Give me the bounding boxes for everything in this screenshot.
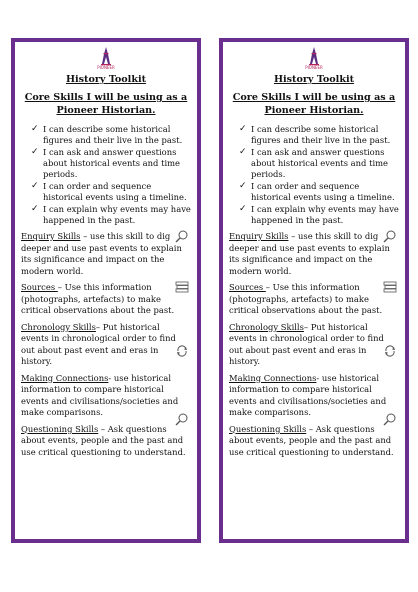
magnifier-icon: [175, 229, 189, 243]
checklist-item: ✓ I can ask and answer questions about historical events and time periods.: [31, 147, 181, 179]
checklist-item: ✓ I can describe some historical figures and their live in the past.: [31, 124, 183, 145]
books-icon: [383, 280, 397, 294]
section-enquiry-skills: Enquiry Skills – use this skill to dig deeper and use past events to explain its significance and impact on the modern world.: [229, 231, 399, 277]
skills-checklist: [21, 124, 191, 226]
section-questioning-skills: Questioning Skills – Ask questions about events, people and the past and use critical questioning to understand.: [229, 424, 399, 459]
toolkit-title: History Toolkit: [65, 74, 147, 85]
check-icon: ✓: [31, 181, 39, 191]
check-icon: ✓: [239, 204, 247, 214]
logo-caption: PIONEER: [305, 65, 323, 70]
logo-caption: PIONEER: [97, 65, 115, 70]
check-icon: ✓: [239, 147, 247, 157]
question-magnifier-icon: [175, 412, 189, 426]
section-making-connections: Making Connections- use historical information to compare historical events and civilisations/societies and make comparisons.: [21, 372, 179, 417]
question-magnifier-icon: [383, 412, 397, 426]
check-icon: ✓: [31, 124, 39, 134]
check-icon: ✓: [239, 124, 247, 134]
toolkit-subtitle: Core Skills I will be using as a Pioneer Historian.: [24, 92, 188, 116]
section-making-connections: Making Connections- use historical information to compare historical events and civilisations/societies and make comparisons.: [229, 372, 387, 417]
cycle-arrows-icon: [383, 344, 397, 358]
section-sources: Sources – Use this information (photographs, artefacts) to make critical observations about the past.: [21, 282, 191, 317]
section-enquiry-skills: Enquiry Skills – use this skill to dig deeper and use past events to explain its significance and impact on the modern world.: [21, 231, 191, 277]
checklist-item: ✓ I can ask and answer questions about historical events and time periods.: [239, 147, 389, 179]
magnifier-icon: [383, 229, 397, 243]
section-sources: Sources – Use this information (photographs, artefacts) to make critical observations about the past.: [229, 282, 399, 317]
toolkit-subtitle: Core Skills I will be using as a Pioneer Historian.: [232, 92, 396, 116]
checklist-item: ✓ I can describe some historical figures and their live in the past.: [239, 124, 391, 145]
checklist-item: ✓ I can order and sequence historical events using a timeline.: [31, 181, 187, 202]
check-icon: ✓: [31, 204, 39, 214]
skills-checklist: [229, 124, 399, 226]
bookmark-card-left: [11, 38, 201, 543]
toolkit-title: History Toolkit: [273, 74, 355, 85]
cycle-arrows-icon: [175, 344, 189, 358]
bookmark-card-right: [219, 38, 409, 543]
check-icon: ✓: [239, 181, 247, 191]
checklist-item: ✓ I can explain why events may have happened in the past.: [239, 204, 399, 225]
books-icon: [175, 280, 189, 294]
checklist-item: ✓ I can order and sequence historical events using a timeline.: [239, 181, 395, 202]
section-questioning-skills: Questioning Skills – Ask questions about events, people and the past and use critical questioning to understand.: [21, 424, 191, 459]
checklist-item: ✓ I can explain why events may have happened in the past.: [31, 204, 191, 225]
section-chronology-skills: Chronology Skills– Put historical events in chronological order to find out about past event and eras in history.: [21, 322, 191, 368]
check-icon: ✓: [31, 147, 39, 157]
section-chronology-skills: Chronology Skills– Put historical events in chronological order to find out about past event and eras in history.: [229, 322, 399, 368]
